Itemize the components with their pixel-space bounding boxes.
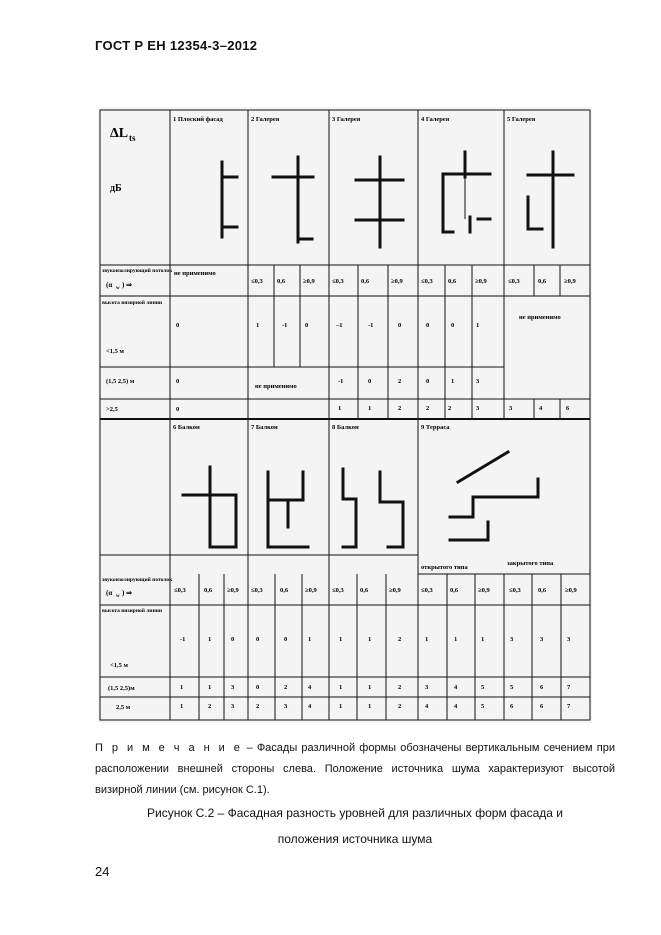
not-applicable-f5: не применимо — [519, 314, 561, 321]
val-f2-1: -1 — [282, 322, 288, 329]
val-f9a-0-1: 1 — [454, 636, 458, 643]
val-f8-2-0: 1 — [339, 703, 343, 710]
val-f5-0: 3 — [509, 405, 513, 412]
form-header-5: 5 Галерея — [507, 116, 536, 123]
label-alpha-b: (α — [106, 589, 113, 597]
val-f6-1-0: 1 — [180, 684, 184, 691]
cat-top-10: 0,6 — [538, 278, 547, 285]
cat-bottom-0: ≤0,3 — [174, 587, 186, 594]
cat-top-11: ≥0,9 — [564, 278, 576, 285]
cat-bottom-1: 0,6 — [204, 587, 213, 594]
cat-bottom-3: ≤0,3 — [251, 587, 263, 594]
cat-top-8: ≥0,9 — [475, 278, 487, 285]
val-f9b-2-2: 7 — [567, 703, 571, 710]
label-lt15: <1,5 м — [106, 348, 124, 355]
form-header-7: 7 Балкон — [251, 424, 278, 431]
val-f6-2-2: 3 — [231, 703, 235, 710]
val-f3-1-1: 0 — [368, 378, 372, 385]
cat-bottom-8: ≥0,9 — [389, 587, 401, 594]
val-f8-0-2: 2 — [398, 636, 402, 643]
label-gt25: >2,5 — [106, 406, 118, 413]
val-f3-2-1: 1 — [368, 405, 372, 412]
delta-symbol: ΔL — [110, 126, 129, 141]
val-f7-2-0: 2 — [256, 703, 260, 710]
val-f1-r1525: 0 — [176, 378, 180, 385]
val-f4-1-1: 1 — [451, 378, 455, 385]
val-f7-0-0: 0 — [256, 636, 260, 643]
label-height-b: высота визирной линии — [102, 608, 163, 614]
val-f6-2-0: 1 — [180, 703, 184, 710]
caption-line-2: положения источника шума — [277, 832, 433, 846]
val-f9b-0-0: 3 — [510, 636, 514, 643]
val-f8-1-2: 2 — [398, 684, 402, 691]
label-alpha-sub: w — [116, 286, 120, 291]
val-f3-2-2: 2 — [398, 405, 402, 412]
label-angle-bottom: звукоизолирующий потолок — [102, 577, 173, 583]
val-f4-2-0: 2 — [426, 405, 430, 412]
val-f9a-2-0: 4 — [425, 703, 429, 710]
cat-top-4: 0,6 — [361, 278, 370, 285]
note-lead: П р и м е ч а н и е — [95, 742, 243, 754]
not-applicable-f1: не применимо — [174, 270, 216, 277]
val-f5-1: 4 — [539, 405, 543, 412]
page-number: 24 — [95, 864, 110, 879]
facade-table — [98, 107, 592, 723]
val-f7-1-0: 0 — [256, 684, 260, 691]
val-f8-0-0: 1 — [339, 636, 343, 643]
val-f6-0-1: 1 — [208, 636, 212, 643]
val-f9b-1-2: 7 — [567, 684, 571, 691]
cat-top-9: ≤0,3 — [508, 278, 520, 285]
caption-line-1: Рисунок С.2 – Фасадная разность уровней для различных форм фасада и — [147, 806, 563, 820]
val-f9a-0-2: 1 — [481, 636, 485, 643]
val-f6-2-1: 2 — [208, 703, 212, 710]
val-f6-1-1: 1 — [208, 684, 212, 691]
cat-top-0: ≤0,3 — [251, 278, 263, 285]
cat-bottom-2: ≥0,9 — [227, 587, 239, 594]
val-f9a-1-0: 3 — [425, 684, 429, 691]
cat-bottom-10: 0,6 — [450, 587, 459, 594]
label-alpha-arrow-b: ) ⇒ — [122, 589, 132, 597]
val-f1-lt15: 0 — [176, 322, 180, 329]
label-lt15-b: <1,5 м — [110, 662, 128, 669]
cat-top-3: ≤0,3 — [332, 278, 344, 285]
delta-unit: дБ — [110, 183, 122, 194]
cat-top-6: ≤0,3 — [421, 278, 433, 285]
cat-top-2: ≥0,9 — [303, 278, 315, 285]
val-f9b-2-1: 6 — [540, 703, 544, 710]
label-height: высота визирной линии — [102, 300, 163, 306]
val-f7-1-1: 2 — [284, 684, 288, 691]
val-f4-0-1: 0 — [451, 322, 455, 329]
val-f9b-0-1: 3 — [540, 636, 544, 643]
val-f9a-1-1: 4 — [454, 684, 458, 691]
cat-bottom-7: 0,6 — [360, 587, 369, 594]
label-alpha-arrow: ) ⇒ — [122, 281, 132, 289]
val-f9a-1-2: 5 — [481, 684, 485, 691]
val-f9b-2-0: 6 — [510, 703, 514, 710]
val-f3-2-0: 1 — [338, 405, 342, 412]
val-f9a-2-1: 4 — [454, 703, 458, 710]
val-f3-1-0: -1 — [338, 378, 344, 385]
document-header: ГОСТ Р ЕН 12354-3–2012 — [95, 38, 258, 53]
val-f8-1-0: 1 — [339, 684, 343, 691]
cat-bottom-6: ≤0,3 — [332, 587, 344, 594]
not-applicable-f2: не применимо — [255, 383, 297, 390]
val-f8-1-1: 1 — [368, 684, 372, 691]
val-f4-2-1: 2 — [448, 405, 452, 412]
form-header-3: 3 Галерея — [332, 116, 361, 123]
cat-bottom-9: ≤0,3 — [421, 587, 433, 594]
val-f7-2-1: 3 — [284, 703, 288, 710]
val-f7-2-2: 4 — [308, 703, 312, 710]
val-f9b-1-0: 5 — [510, 684, 514, 691]
form-header-9: 9 Терраса — [421, 424, 450, 431]
figure-note — [95, 738, 615, 801]
val-f6-1-2: 3 — [231, 684, 235, 691]
val-f4-1-2: 3 — [476, 378, 480, 385]
cat-top-5: ≥0,9 — [391, 278, 403, 285]
val-f4-2-2: 3 — [476, 405, 480, 412]
cat-bottom-5: ≥0,9 — [305, 587, 317, 594]
val-f4-0-2: 1 — [476, 322, 480, 329]
val-f6-0-0: -1 — [180, 636, 186, 643]
delta-subscript: ts — [129, 133, 136, 143]
terrace-closed-label: закрытого типа — [507, 560, 554, 567]
cat-top-1: 0,6 — [277, 278, 286, 285]
cat-bottom-14: ≥0,9 — [565, 587, 577, 594]
figure-caption — [95, 800, 615, 852]
val-f8-2-2: 2 — [398, 703, 402, 710]
form-header-6: 6 Балкон — [173, 424, 200, 431]
terrace-open-label: открытого типа — [421, 564, 468, 571]
val-f6-0-2: 0 — [231, 636, 235, 643]
val-f8-0-1: 1 — [368, 636, 372, 643]
val-f2-0: 1 — [256, 322, 260, 329]
label-alpha: (α — [106, 281, 113, 289]
val-f3-1-2: 2 — [398, 378, 402, 385]
label-angle: звукоизолирующий потолок — [102, 268, 173, 274]
val-f9b-0-2: 3 — [567, 636, 571, 643]
val-f3-0-2: 0 — [398, 322, 402, 329]
val-f7-0-1: 0 — [284, 636, 288, 643]
cat-bottom-4: 0,6 — [280, 587, 289, 594]
val-f3-0-0: –1 — [336, 322, 343, 329]
label-r25-b: 2,5 м — [116, 704, 131, 711]
angle-labels-bottom — [102, 576, 173, 583]
val-f9b-1-1: 6 — [540, 684, 544, 691]
note-text: – Фасады различной формы обозначены вертикальным сечением при расположении внешней стороны слева. Положение источника шума характеризуют высотой визирной линии (см. рисунок С.1). — [95, 742, 616, 796]
val-f4-0-0: 0 — [426, 322, 430, 329]
form-header-2: 2 Галерея — [251, 116, 280, 123]
val-f7-0-2: 1 — [308, 636, 312, 643]
val-f7-1-2: 4 — [308, 684, 312, 691]
val-f9a-0-0: 1 — [425, 636, 429, 643]
form-header-8: 8 Балкон — [332, 424, 359, 431]
label-r1525-b: (1,5 2,5)м — [108, 685, 135, 692]
val-f1-gt25: 0 — [176, 406, 180, 413]
val-f9a-2-2: 5 — [481, 703, 485, 710]
val-f8-2-1: 1 — [368, 703, 372, 710]
cat-bottom-12: ≤0,3 — [509, 587, 521, 594]
form-header-1: 1 Плоский фасад — [173, 116, 223, 123]
cat-top-7: 0,6 — [448, 278, 457, 285]
val-f4-1-0: 0 — [426, 378, 430, 385]
val-f5-2: 6 — [566, 405, 570, 412]
cat-bottom-13: 0,6 — [538, 587, 547, 594]
val-f2-2: 0 — [305, 322, 309, 329]
label-r1525: (1,5 2,5) м — [106, 378, 135, 385]
cat-bottom-11: ≥0,9 — [478, 587, 490, 594]
form-header-4: 4 Галерея — [421, 116, 450, 123]
label-alpha-sub-b: w — [116, 594, 120, 599]
val-f3-0-1: -1 — [368, 322, 374, 329]
